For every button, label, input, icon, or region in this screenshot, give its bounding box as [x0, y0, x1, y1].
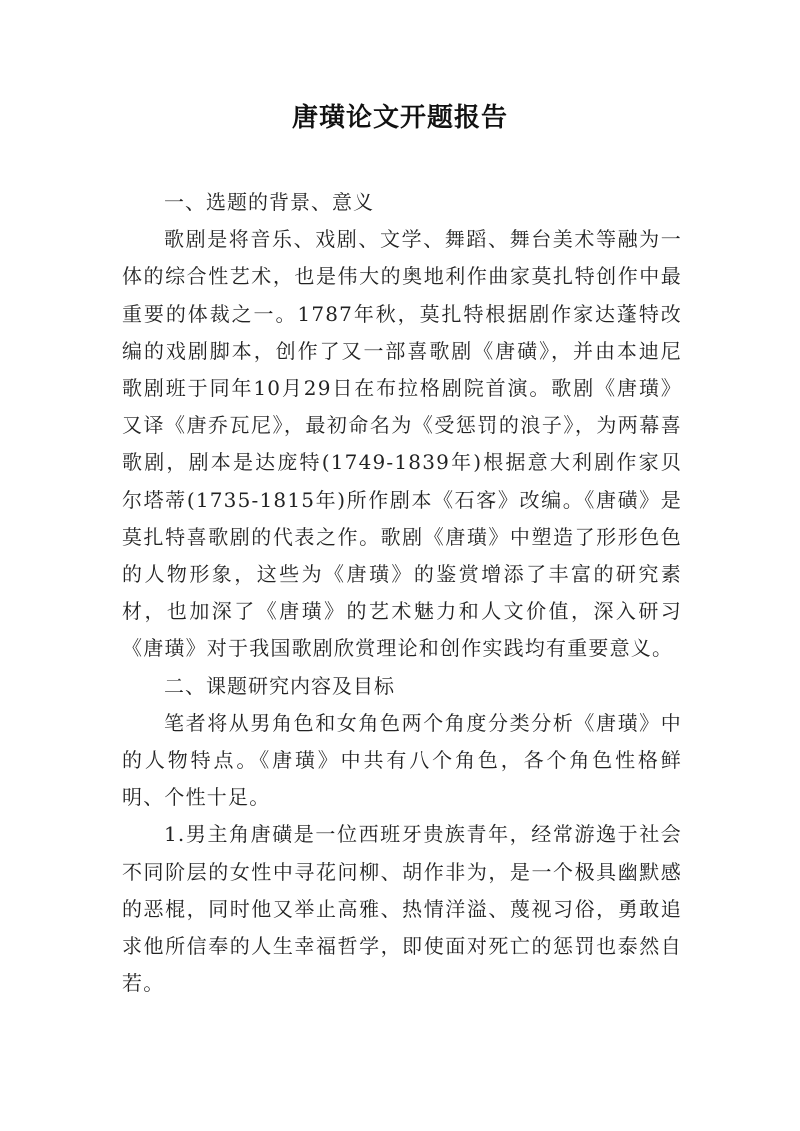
paragraph-male-lead: 1.男主角唐磺是一位西班牙贵族青年，经常游逸于社会不同阶层的女性中寻花问柳、胡作非为，是一个极具幽默感的恶棍，同时他又举止高雅、热情洋溢、蔑视习俗，勇敢追求他所信奉的人生幸福哲学，即使面对死亡的惩罚也泰然自若。 — [122, 822, 682, 996]
section-heading-background: 一、选题的背景、意义 — [164, 190, 374, 214]
section-heading-research-content: 二、课题研究内容及目标 — [164, 673, 395, 698]
document-title: 唐璜论文开题报告 — [291, 103, 508, 133]
paragraph-research-overview: 笔者将从男角色和女角色两个角度分类分析《唐璜》中的人物特点。《唐璜》中共有八个角色，各个角色性格鲜明、个性十足。 — [122, 710, 682, 810]
paragraph-background: 歌剧是将音乐、戏剧、文学、舞蹈、舞台美术等融为一体的综合性艺术，也是伟大的奥地利作曲家莫扎特创作中最重要的体裁之一。1787年秋，莫扎特根据剧作家达蓬特改编的戏剧脚本，创作了又一部喜歌剧《唐磺》，并由本迪尼歌剧班于同年10月29日在布拉格剧院首演。歌剧《唐璜》又译《唐乔瓦尼》，最初命名为《受惩罚的浪子》，为两幕喜歌剧，剧本是达庞特(1749-1839年)根据意大利剧作家贝尔塔蒂(1735-1815年)所作剧本《石客》改编。《唐磺》是莫扎特喜歌剧的代表之作。歌剧《唐璜》中塑造了形形色色的人物形象，这些为《唐璜》的鉴赏增添了丰富的研究素材，也加深了《唐璜》的艺术魅力和人文价值，深入研习《唐璜》对于我国歌剧欣赏理论和创作实践均有重要意义。 — [122, 227, 682, 661]
document-body — [122, 184, 682, 1002]
